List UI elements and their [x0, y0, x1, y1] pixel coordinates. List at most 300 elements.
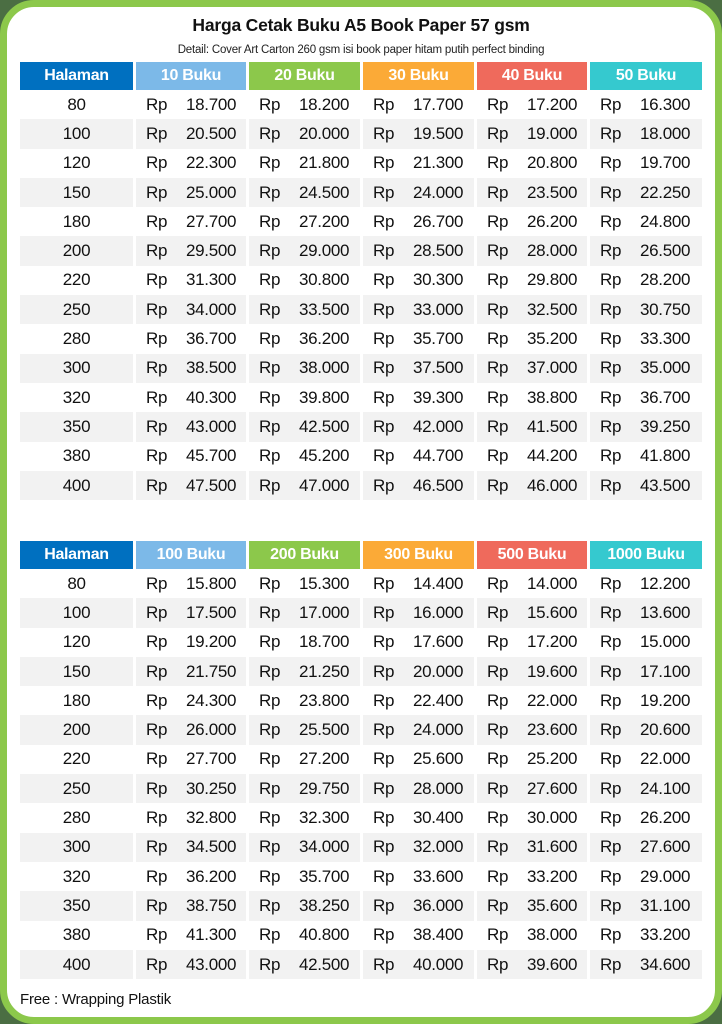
price-cell — [477, 950, 590, 979]
price-value: 31.100 — [640, 895, 691, 915]
price-cell — [249, 745, 363, 774]
currency-label: Rp — [600, 602, 622, 622]
price-cell — [363, 90, 477, 119]
price-value: 18.700 — [299, 632, 350, 652]
currency-label: Rp — [600, 299, 622, 319]
price-cell — [363, 412, 477, 441]
currency-label: Rp — [146, 299, 168, 319]
price-value: 41.300 — [186, 925, 237, 945]
currency-label: Rp — [600, 895, 622, 915]
price-value: 22.400 — [413, 690, 464, 710]
price-cell — [136, 442, 249, 471]
page-count-cell: 200 — [20, 715, 136, 744]
price-value: 26.700 — [413, 211, 464, 231]
header-quantity: 500 Buku — [477, 541, 590, 569]
page-count-cell: 250 — [20, 295, 136, 324]
currency-label: Rp — [373, 720, 395, 740]
price-value: 29.800 — [527, 270, 578, 290]
price-value: 33.200 — [640, 925, 691, 945]
price-cell — [249, 119, 363, 148]
table-row — [20, 383, 702, 412]
price-cell — [590, 569, 702, 598]
price-value: 43.000 — [186, 954, 237, 974]
currency-label: Rp — [373, 94, 395, 114]
price-value: 28.500 — [413, 241, 464, 261]
price-cell — [136, 149, 249, 178]
price-cell — [477, 686, 590, 715]
price-cell — [136, 833, 249, 862]
price-cell — [477, 715, 590, 744]
currency-label: Rp — [259, 241, 281, 261]
price-value: 14.000 — [527, 573, 578, 593]
price-cell — [136, 90, 249, 119]
price-value: 19.000 — [527, 123, 578, 143]
currency-label: Rp — [259, 446, 281, 466]
price-cell — [249, 833, 363, 862]
currency-label: Rp — [600, 211, 622, 231]
table-row — [20, 628, 702, 657]
currency-label: Rp — [146, 954, 168, 974]
price-value: 45.700 — [186, 446, 237, 466]
currency-label: Rp — [600, 241, 622, 261]
price-value: 19.600 — [527, 661, 578, 681]
price-cell — [590, 803, 702, 832]
price-value: 27.700 — [186, 749, 237, 769]
price-cell — [136, 119, 249, 148]
currency-label: Rp — [146, 358, 168, 378]
currency-label: Rp — [600, 808, 622, 828]
price-value: 17.000 — [299, 602, 350, 622]
page-count-cell: 350 — [20, 412, 136, 441]
price-cell — [363, 774, 477, 803]
price-cell — [477, 295, 590, 324]
price-cell — [477, 569, 590, 598]
price-cell — [590, 950, 702, 979]
price-cell — [477, 657, 590, 686]
price-value: 21.250 — [299, 661, 350, 681]
table-row — [20, 833, 702, 862]
table-row — [20, 149, 702, 178]
currency-label: Rp — [259, 895, 281, 915]
price-value: 18.200 — [299, 94, 350, 114]
price-value: 47.000 — [299, 475, 350, 495]
currency-label: Rp — [373, 270, 395, 290]
price-value: 31.600 — [527, 837, 578, 857]
currency-label: Rp — [259, 358, 281, 378]
currency-label: Rp — [487, 808, 509, 828]
price-value: 32.800 — [186, 808, 237, 828]
price-cell — [590, 324, 702, 353]
price-value: 32.000 — [413, 837, 464, 857]
price-cell — [249, 921, 363, 950]
table-row — [20, 950, 702, 979]
price-cell — [363, 119, 477, 148]
currency-label: Rp — [487, 895, 509, 915]
currency-label: Rp — [373, 416, 395, 436]
price-cell — [590, 774, 702, 803]
price-value: 38.400 — [413, 925, 464, 945]
price-value: 24.100 — [640, 778, 691, 798]
price-cell — [477, 862, 590, 891]
price-value: 25.000 — [186, 182, 237, 202]
table-row — [20, 686, 702, 715]
price-cell — [363, 207, 477, 236]
currency-label: Rp — [487, 925, 509, 945]
currency-label: Rp — [600, 837, 622, 857]
currency-label: Rp — [146, 446, 168, 466]
header-quantity: 50 Buku — [590, 62, 702, 90]
currency-label: Rp — [259, 808, 281, 828]
price-cell — [249, 442, 363, 471]
table-row — [20, 715, 702, 744]
price-value: 39.800 — [299, 387, 350, 407]
price-cell — [590, 383, 702, 412]
page-subtitle: Detail: Cover Art Carton 260 gsm isi book paper hitam putih perfect binding — [177, 44, 545, 56]
price-cell — [477, 266, 590, 295]
price-cell — [477, 324, 590, 353]
currency-label: Rp — [146, 778, 168, 798]
price-value: 23.600 — [527, 720, 578, 740]
currency-label: Rp — [146, 416, 168, 436]
price-value: 21.800 — [299, 153, 350, 173]
currency-label: Rp — [146, 690, 168, 710]
currency-label: Rp — [259, 720, 281, 740]
header-quantity: 10 Buku — [136, 62, 249, 90]
price-value: 40.000 — [413, 954, 464, 974]
currency-label: Rp — [600, 270, 622, 290]
page-title: Harga Cetak Buku A5 Book Paper 57 gsm — [192, 15, 530, 35]
price-value: 31.300 — [186, 270, 237, 290]
currency-label: Rp — [600, 475, 622, 495]
price-value: 16.000 — [413, 602, 464, 622]
price-value: 38.500 — [186, 358, 237, 378]
price-value: 39.600 — [527, 954, 578, 974]
price-cell — [136, 891, 249, 920]
currency-label: Rp — [259, 632, 281, 652]
header-quantity: 200 Buku — [249, 541, 363, 569]
currency-label: Rp — [487, 329, 509, 349]
price-value: 24.800 — [640, 211, 691, 231]
price-cell — [363, 921, 477, 950]
price-value: 36.700 — [640, 387, 691, 407]
price-cell — [249, 149, 363, 178]
price-cell — [249, 471, 363, 500]
price-value: 36.700 — [186, 329, 237, 349]
header-quantity: 1000 Buku — [590, 541, 702, 569]
page-count-cell: 280 — [20, 324, 136, 353]
currency-label: Rp — [146, 808, 168, 828]
price-value: 15.000 — [640, 632, 691, 652]
page-count-cell: 250 — [20, 774, 136, 803]
page-count-cell: 320 — [20, 383, 136, 412]
currency-label: Rp — [600, 123, 622, 143]
currency-label: Rp — [259, 954, 281, 974]
price-value: 30.250 — [186, 778, 237, 798]
price-cell — [590, 921, 702, 950]
table-row — [20, 803, 702, 832]
price-cell — [136, 471, 249, 500]
currency-label: Rp — [373, 299, 395, 319]
price-cell — [249, 236, 363, 265]
currency-label: Rp — [373, 808, 395, 828]
price-value: 17.700 — [413, 94, 464, 114]
price-cell — [136, 569, 249, 598]
price-cell — [477, 383, 590, 412]
currency-label: Rp — [600, 358, 622, 378]
price-cell — [136, 774, 249, 803]
currency-label: Rp — [259, 661, 281, 681]
price-value: 30.400 — [413, 808, 464, 828]
currency-label: Rp — [487, 416, 509, 436]
price-cell — [363, 324, 477, 353]
price-value: 28.000 — [413, 778, 464, 798]
price-value: 38.750 — [186, 895, 237, 915]
price-cell — [477, 207, 590, 236]
price-value: 43.500 — [640, 475, 691, 495]
currency-label: Rp — [146, 241, 168, 261]
price-value: 44.200 — [527, 446, 578, 466]
price-cell — [477, 745, 590, 774]
price-value: 21.300 — [413, 153, 464, 173]
price-cell — [363, 295, 477, 324]
price-value: 30.750 — [640, 299, 691, 319]
page-count-cell: 380 — [20, 442, 136, 471]
currency-label: Rp — [373, 749, 395, 769]
header-halaman: Halaman — [20, 541, 136, 569]
currency-label: Rp — [487, 211, 509, 231]
table-row — [20, 295, 702, 324]
currency-label: Rp — [373, 241, 395, 261]
price-value: 32.300 — [299, 808, 350, 828]
currency-label: Rp — [146, 632, 168, 652]
currency-label: Rp — [373, 123, 395, 143]
currency-label: Rp — [600, 954, 622, 974]
price-cell — [477, 628, 590, 657]
price-cell — [136, 950, 249, 979]
price-cell — [363, 598, 477, 627]
price-value: 25.500 — [299, 720, 350, 740]
price-cell — [249, 628, 363, 657]
price-cell — [136, 178, 249, 207]
price-cell — [363, 715, 477, 744]
currency-label: Rp — [600, 94, 622, 114]
price-value: 34.600 — [640, 954, 691, 974]
price-value: 36.200 — [299, 329, 350, 349]
currency-label: Rp — [600, 573, 622, 593]
price-cell — [363, 236, 477, 265]
table-row — [20, 90, 702, 119]
page-count-cell: 400 — [20, 950, 136, 979]
price-cell — [590, 149, 702, 178]
currency-label: Rp — [373, 690, 395, 710]
currency-label: Rp — [373, 387, 395, 407]
currency-label: Rp — [146, 925, 168, 945]
currency-label: Rp — [373, 329, 395, 349]
currency-label: Rp — [146, 661, 168, 681]
price-cell — [590, 891, 702, 920]
price-cell — [477, 598, 590, 627]
price-value: 38.000 — [527, 925, 578, 945]
price-cell — [363, 803, 477, 832]
price-value: 12.200 — [640, 573, 691, 593]
currency-label: Rp — [146, 329, 168, 349]
price-value: 20.500 — [186, 123, 237, 143]
price-cell — [363, 383, 477, 412]
price-value: 40.300 — [186, 387, 237, 407]
price-cell — [136, 628, 249, 657]
table-row — [20, 921, 702, 950]
price-value: 42.000 — [413, 416, 464, 436]
currency-label: Rp — [373, 475, 395, 495]
price-value: 26.500 — [640, 241, 691, 261]
currency-label: Rp — [487, 954, 509, 974]
currency-label: Rp — [600, 778, 622, 798]
price-value: 34.000 — [299, 837, 350, 857]
currency-label: Rp — [373, 182, 395, 202]
price-value: 30.000 — [527, 808, 578, 828]
price-cell — [363, 628, 477, 657]
price-value: 24.500 — [299, 182, 350, 202]
price-value: 39.250 — [640, 416, 691, 436]
price-value: 35.700 — [413, 329, 464, 349]
currency-label: Rp — [259, 690, 281, 710]
price-cell — [136, 412, 249, 441]
currency-label: Rp — [373, 866, 395, 886]
price-value: 22.250 — [640, 182, 691, 202]
price-value: 28.000 — [527, 241, 578, 261]
page-count-cell: 300 — [20, 833, 136, 862]
price-cell — [477, 119, 590, 148]
price-value: 40.800 — [299, 925, 350, 945]
price-value: 35.200 — [527, 329, 578, 349]
price-cell — [477, 178, 590, 207]
currency-label: Rp — [373, 661, 395, 681]
price-cell — [477, 833, 590, 862]
price-value: 33.500 — [299, 299, 350, 319]
price-value: 20.000 — [413, 661, 464, 681]
price-value: 14.400 — [413, 573, 464, 593]
price-cell — [363, 686, 477, 715]
currency-label: Rp — [146, 866, 168, 886]
footer-note: Free : Wrapping Plastik — [20, 991, 172, 1008]
price-value: 29.750 — [299, 778, 350, 798]
header-quantity: 300 Buku — [363, 541, 477, 569]
price-value: 30.800 — [299, 270, 350, 290]
currency-label: Rp — [146, 153, 168, 173]
currency-label: Rp — [487, 299, 509, 319]
price-cell — [249, 657, 363, 686]
price-value: 34.000 — [186, 299, 237, 319]
price-value: 39.300 — [413, 387, 464, 407]
price-value: 41.500 — [527, 416, 578, 436]
price-value: 46.500 — [413, 475, 464, 495]
price-cell — [363, 950, 477, 979]
price-value: 26.000 — [186, 720, 237, 740]
table-row — [20, 119, 702, 148]
price-value: 35.000 — [640, 358, 691, 378]
currency-label: Rp — [146, 182, 168, 202]
currency-label: Rp — [373, 778, 395, 798]
price-cell — [363, 354, 477, 383]
price-value: 35.600 — [527, 895, 578, 915]
currency-label: Rp — [146, 94, 168, 114]
price-value: 45.200 — [299, 446, 350, 466]
currency-label: Rp — [600, 720, 622, 740]
price-cell — [590, 178, 702, 207]
price-cell — [249, 266, 363, 295]
price-cell — [136, 921, 249, 950]
currency-label: Rp — [373, 602, 395, 622]
currency-label: Rp — [146, 895, 168, 915]
price-value: 33.300 — [640, 329, 691, 349]
table-row — [20, 745, 702, 774]
header-halaman: Halaman — [20, 62, 136, 90]
price-cell — [136, 862, 249, 891]
currency-label: Rp — [259, 416, 281, 436]
price-cell — [590, 207, 702, 236]
page-count-cell: 120 — [20, 628, 136, 657]
table-row — [20, 236, 702, 265]
price-cell — [136, 686, 249, 715]
price-cell — [249, 90, 363, 119]
price-value: 27.200 — [299, 211, 350, 231]
price-cell — [136, 324, 249, 353]
currency-label: Rp — [259, 182, 281, 202]
price-cell — [249, 295, 363, 324]
page-count-cell: 200 — [20, 236, 136, 265]
price-value: 35.700 — [299, 866, 350, 886]
price-value: 34.500 — [186, 837, 237, 857]
price-value: 22.000 — [640, 749, 691, 769]
currency-label: Rp — [487, 690, 509, 710]
currency-label: Rp — [259, 602, 281, 622]
currency-label: Rp — [600, 182, 622, 202]
currency-label: Rp — [259, 153, 281, 173]
price-cell — [477, 412, 590, 441]
price-cell — [477, 774, 590, 803]
price-cell — [136, 207, 249, 236]
page-count-cell: 100 — [20, 598, 136, 627]
currency-label: Rp — [600, 749, 622, 769]
price-value: 46.000 — [527, 475, 578, 495]
table-row — [20, 412, 702, 441]
price-cell — [136, 715, 249, 744]
price-value: 21.750 — [186, 661, 237, 681]
price-cell — [590, 412, 702, 441]
currency-label: Rp — [487, 749, 509, 769]
currency-label: Rp — [600, 690, 622, 710]
currency-label: Rp — [146, 602, 168, 622]
price-value: 33.600 — [413, 866, 464, 886]
header-quantity: 30 Buku — [363, 62, 477, 90]
price-value: 18.700 — [186, 94, 237, 114]
currency-label: Rp — [373, 837, 395, 857]
page-count-cell: 150 — [20, 178, 136, 207]
currency-label: Rp — [487, 241, 509, 261]
price-cell — [249, 324, 363, 353]
price-value: 20.600 — [640, 720, 691, 740]
price-cell — [136, 266, 249, 295]
page-count-cell: 350 — [20, 891, 136, 920]
price-cell — [136, 236, 249, 265]
currency-label: Rp — [487, 270, 509, 290]
price-value: 22.000 — [527, 690, 578, 710]
page-count-cell: 180 — [20, 686, 136, 715]
currency-label: Rp — [487, 182, 509, 202]
price-value: 27.600 — [527, 778, 578, 798]
price-value: 47.500 — [186, 475, 237, 495]
price-cell — [136, 657, 249, 686]
